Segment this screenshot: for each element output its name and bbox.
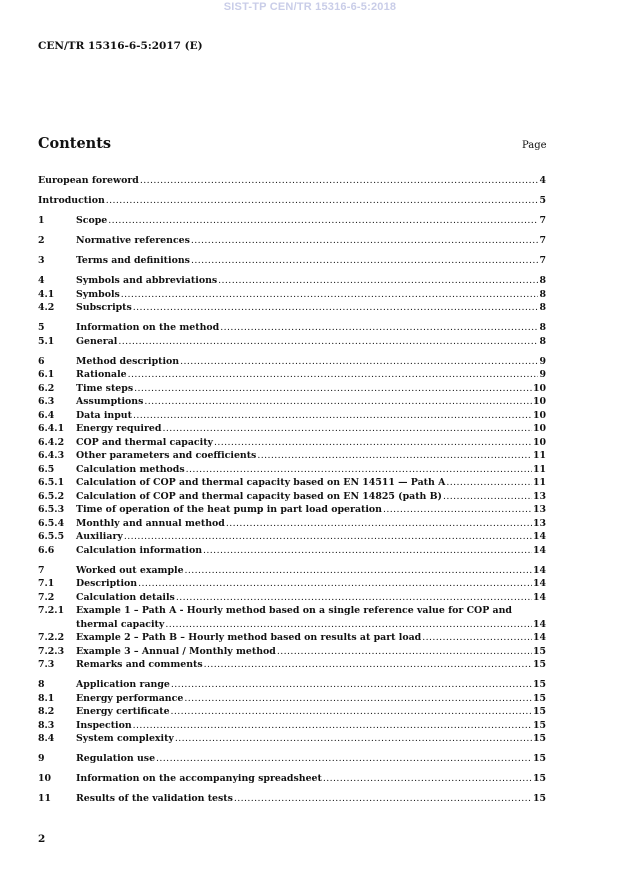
toc-entry-title: Scope	[76, 215, 108, 226]
toc-entry[interactable]	[38, 409, 546, 423]
dot-leader	[106, 194, 539, 208]
dot-leader	[140, 174, 539, 188]
toc-entry[interactable]	[38, 544, 546, 558]
toc-entry-number: 6.6	[38, 544, 55, 556]
toc-entry-page: 11	[532, 463, 546, 475]
table-of-contents	[38, 174, 546, 806]
toc-entry-number: 2	[38, 235, 45, 246]
toc-entry-title: Rationale	[76, 369, 127, 380]
toc-entry-title: Example 2 – Path B – Hourly method based on results at part load	[76, 632, 422, 643]
toc-entry[interactable]	[38, 301, 546, 315]
toc-entry-page: 15	[532, 733, 546, 744]
toc-entry-page: 14	[532, 578, 546, 589]
toc-entry-number: 4	[38, 275, 45, 286]
toc-entry-number: 4.2	[38, 302, 55, 313]
toc-entry-number: 3	[38, 255, 45, 266]
toc-entry-page: 10	[532, 396, 546, 407]
toc-entry[interactable]	[38, 591, 546, 605]
toc-entry-page: 8	[539, 335, 546, 347]
toc-entry-number: 6.5	[38, 463, 55, 475]
toc-entry-page: 8	[539, 288, 546, 300]
toc-entry-number: 6.5.5	[38, 531, 65, 542]
toc-entry-number: 7.1	[38, 578, 55, 589]
toc-entry-page: 8	[539, 302, 546, 313]
toc-entry-number: 7.2	[38, 591, 55, 603]
toc-entry[interactable]	[38, 658, 546, 672]
dot-leader	[226, 517, 532, 531]
dot-leader	[383, 503, 532, 517]
toc-entry-title: Results of the validation tests	[76, 793, 233, 804]
dot-leader	[133, 719, 532, 733]
toc-entry-page: 7	[539, 235, 546, 246]
dot-leader	[138, 577, 532, 591]
toc-entry-number: 8	[38, 679, 45, 690]
toc-entry[interactable]	[38, 174, 546, 188]
toc-entry[interactable]	[38, 530, 546, 544]
toc-entry[interactable]	[38, 490, 546, 504]
toc-entry[interactable]	[38, 234, 546, 248]
toc-entry-number: 8.1	[38, 692, 55, 704]
toc-entry[interactable]	[38, 395, 546, 409]
dot-leader	[214, 436, 532, 450]
toc-entry-number: 6.5.1	[38, 477, 65, 488]
toc-entry-number: 8.4	[38, 733, 55, 744]
dot-leader	[191, 234, 539, 248]
toc-entry[interactable]	[38, 422, 546, 436]
toc-entry-title: Worked out example	[76, 564, 184, 576]
toc-entry-title: European foreword	[38, 175, 139, 186]
toc-entry-title: Terms and definitions	[76, 255, 190, 266]
toc-entry-number: 10	[38, 773, 52, 784]
toc-entry[interactable]	[38, 792, 546, 806]
dot-leader	[133, 409, 532, 423]
toc-entry-title: Data input	[76, 409, 132, 421]
toc-entry-title: Example 3 – Annual / Monthly method	[76, 645, 276, 657]
toc-entry-number: 6.4.2	[38, 436, 65, 448]
toc-entry[interactable]	[38, 449, 546, 463]
toc-entry-number: 6.4.1	[38, 423, 65, 434]
toc-entry-title: Auxiliary	[76, 531, 123, 542]
toc-entry-number: 4.1	[38, 288, 55, 300]
toc-entry-number: 7.3	[38, 659, 55, 670]
toc-entry-page: 15	[532, 679, 546, 690]
toc-entry-title: Calculation of COP and thermal capacity based on EN 14825 (path B)	[76, 490, 442, 502]
toc-entry-number: 9	[38, 753, 45, 764]
toc-entry-title: Assumptions	[76, 396, 144, 407]
toc-entry[interactable]	[38, 214, 546, 228]
toc-entry-number: 6	[38, 355, 45, 367]
dot-leader	[124, 530, 532, 544]
dot-leader	[180, 355, 538, 369]
toc-entry-title: COP and thermal capacity	[76, 436, 213, 448]
toc-entry[interactable]	[38, 631, 546, 645]
toc-entry[interactable]	[38, 692, 546, 706]
toc-entry-page: 10	[532, 436, 546, 448]
toc-entry-title: Symbols and abbreviations	[76, 275, 218, 286]
toc-entry-title: Subscripts	[76, 302, 132, 313]
toc-entry[interactable]	[38, 645, 546, 659]
toc-entry-title: Application range	[76, 679, 170, 690]
toc-entry-number: 8.3	[38, 719, 55, 731]
toc-entry-number: 6.4	[38, 409, 55, 421]
toc-entry[interactable]	[38, 503, 546, 517]
toc-entry-number: 6.1	[38, 369, 55, 380]
toc-entry-page: 14	[532, 632, 546, 643]
toc-entry[interactable]	[38, 517, 546, 531]
toc-entry-page: 13	[532, 490, 546, 502]
toc-entry[interactable]	[38, 288, 546, 302]
dot-leader	[220, 321, 538, 335]
toc-entry-page: 11	[532, 477, 546, 488]
dot-leader	[191, 254, 539, 268]
dot-leader	[443, 490, 532, 504]
dot-leader	[234, 792, 532, 806]
toc-entry-title: Remarks and comments	[76, 659, 203, 670]
toc-entry-title: Regulation use	[76, 753, 156, 764]
toc-entry-page: 10	[532, 423, 546, 434]
dot-leader	[176, 591, 532, 605]
toc-entry-title: Energy required	[76, 423, 162, 434]
toc-entry-title: Calculation information	[76, 544, 203, 556]
toc-entry-page: 15	[532, 793, 546, 804]
toc-entry-page: 5	[539, 195, 546, 206]
toc-entry-title: Information on the accompanying spreadsheet	[76, 773, 322, 784]
toc-entry-title: Introduction	[38, 195, 105, 206]
dot-leader	[144, 395, 532, 409]
toc-entry-title: Information on the method	[76, 322, 220, 333]
toc-entry[interactable]	[38, 321, 546, 335]
toc-entry-number: 7	[38, 564, 45, 576]
toc-entry-page: 14	[532, 544, 546, 556]
toc-entry[interactable]	[38, 705, 546, 719]
dot-leader	[171, 705, 532, 719]
toc-entry-title: Inspection	[76, 719, 132, 731]
toc-entry[interactable]	[38, 335, 546, 349]
toc-entry-page: 13	[532, 504, 546, 515]
toc-entry-title: Monthly and annual method	[76, 517, 225, 529]
toc-entry-title: Symbols	[76, 288, 120, 300]
toc-entry-title: Description	[76, 578, 138, 589]
dot-leader	[257, 449, 532, 463]
toc-entry-page: 14	[532, 618, 546, 630]
toc-entry[interactable]	[38, 577, 546, 591]
toc-entry[interactable]	[38, 772, 546, 786]
dot-leader	[128, 368, 539, 382]
toc-entry[interactable]	[38, 732, 546, 746]
toc-entry[interactable]	[38, 752, 546, 766]
toc-entry[interactable]	[38, 274, 546, 288]
toc-entry[interactable]	[38, 719, 546, 733]
dot-leader	[118, 335, 538, 349]
dot-leader	[165, 618, 532, 632]
dot-leader	[323, 772, 532, 786]
toc-entry-page: 15	[532, 773, 546, 784]
dot-leader	[134, 382, 532, 396]
dot-leader	[121, 288, 539, 302]
toc-entry-number: 6.4.3	[38, 450, 65, 461]
toc-entry-title: Other parameters and coefficients	[76, 450, 257, 461]
toc-entry-title: Time of operation of the heat pump in part load operation	[76, 504, 382, 515]
toc-entry-number: 1	[38, 215, 45, 226]
toc-entry-title: General	[76, 335, 118, 347]
toc-entry-page: 9	[539, 355, 546, 367]
dot-leader	[186, 463, 532, 477]
dot-leader	[218, 274, 538, 288]
toc-entry-number: 6.5.4	[38, 517, 65, 529]
toc-entry-page: 15	[532, 719, 546, 731]
dot-leader	[185, 564, 532, 578]
toc-entry-number: 6.5.3	[38, 504, 65, 515]
toc-entry[interactable]	[38, 476, 546, 490]
toc-entry[interactable]	[38, 463, 546, 477]
toc-entry-title: Calculation of COP and thermal capacity based on EN 14511 — Path A	[76, 477, 446, 488]
toc-entry-number: 7.2.1	[38, 605, 65, 616]
dot-leader	[422, 631, 532, 645]
toc-entry-number: 5.1	[38, 335, 55, 347]
toc-entry-title: Energy certificate	[76, 706, 170, 717]
toc-entry[interactable]	[38, 355, 546, 369]
toc-entry-page: 9	[539, 369, 546, 380]
dot-leader	[204, 658, 532, 672]
toc-entry-page: 14	[532, 531, 546, 542]
dot-leader	[108, 214, 538, 228]
toc-entry-page: 7	[539, 215, 546, 226]
toc-entry-number: 6.2	[38, 382, 55, 394]
contents-title: Contents	[38, 135, 112, 152]
dot-leader	[203, 544, 532, 558]
toc-entry-number: 11	[38, 793, 52, 804]
dot-leader	[446, 476, 532, 490]
toc-entry-number: 5	[38, 322, 45, 333]
toc-entry[interactable]	[38, 368, 546, 382]
toc-entry-page: 15	[532, 659, 546, 670]
toc-entry-number: 7.2.2	[38, 632, 65, 643]
toc-entry-number: 7.2.3	[38, 645, 65, 657]
document-id: CEN/TR 15316-6-5:2017 (E)	[38, 40, 203, 52]
toc-entry[interactable]	[38, 564, 546, 578]
toc-entry-page: 4	[539, 175, 546, 186]
toc-entry-page: 14	[532, 564, 546, 576]
toc-entry-title-continued: thermal capacity	[76, 618, 165, 630]
toc-entry-page: 8	[539, 322, 546, 333]
dot-leader	[133, 301, 539, 315]
toc-entry[interactable]	[38, 254, 546, 268]
dot-leader	[162, 422, 532, 436]
toc-entry-page: 8	[539, 275, 546, 286]
toc-entry[interactable]	[38, 436, 546, 450]
toc-entry-number: 6.3	[38, 396, 55, 407]
dot-leader	[277, 645, 532, 659]
toc-entry-title: Calculation methods	[76, 463, 185, 475]
dot-leader	[184, 692, 532, 706]
toc-entry-number: 8.2	[38, 706, 55, 717]
toc-entry-title: Time steps	[76, 382, 134, 394]
toc-entry-number: 6.5.2	[38, 490, 65, 502]
dot-leader	[171, 678, 532, 692]
toc-entry[interactable]	[38, 194, 546, 208]
toc-entry-page: 10	[532, 382, 546, 394]
toc-entry-page: 10	[532, 409, 546, 421]
toc-entry-page: 15	[532, 753, 546, 764]
watermark: SIST-TP CEN/TR 15316-6-5:2018	[223, 1, 397, 13]
toc-entry-title: System complexity	[76, 733, 174, 744]
toc-entry-page: 11	[532, 450, 546, 461]
dot-leader	[156, 752, 532, 766]
toc-entry-page: 15	[532, 706, 546, 717]
toc-entry-title: Method description	[76, 355, 180, 367]
toc-entry-title: Example 1 – Path A - Hourly method based on a single reference value for COP and	[76, 605, 512, 616]
toc-entry-page: 14	[532, 591, 546, 603]
toc-entry-page: 15	[532, 645, 546, 657]
toc-entry[interactable]	[38, 604, 546, 631]
toc-entry-title: Energy performance	[76, 692, 184, 704]
toc-entry-title: Normative references	[76, 235, 190, 246]
toc-entry[interactable]	[38, 678, 546, 692]
page-number: 2	[38, 833, 46, 845]
toc-entry[interactable]	[38, 382, 546, 396]
toc-entry-page: 7	[539, 255, 546, 266]
toc-entry-title: Calculation details	[76, 591, 175, 603]
page-column-label: Page	[522, 140, 547, 151]
toc-entry-page: 13	[532, 517, 546, 529]
toc-entry-page: 15	[532, 692, 546, 704]
dot-leader	[175, 732, 532, 746]
